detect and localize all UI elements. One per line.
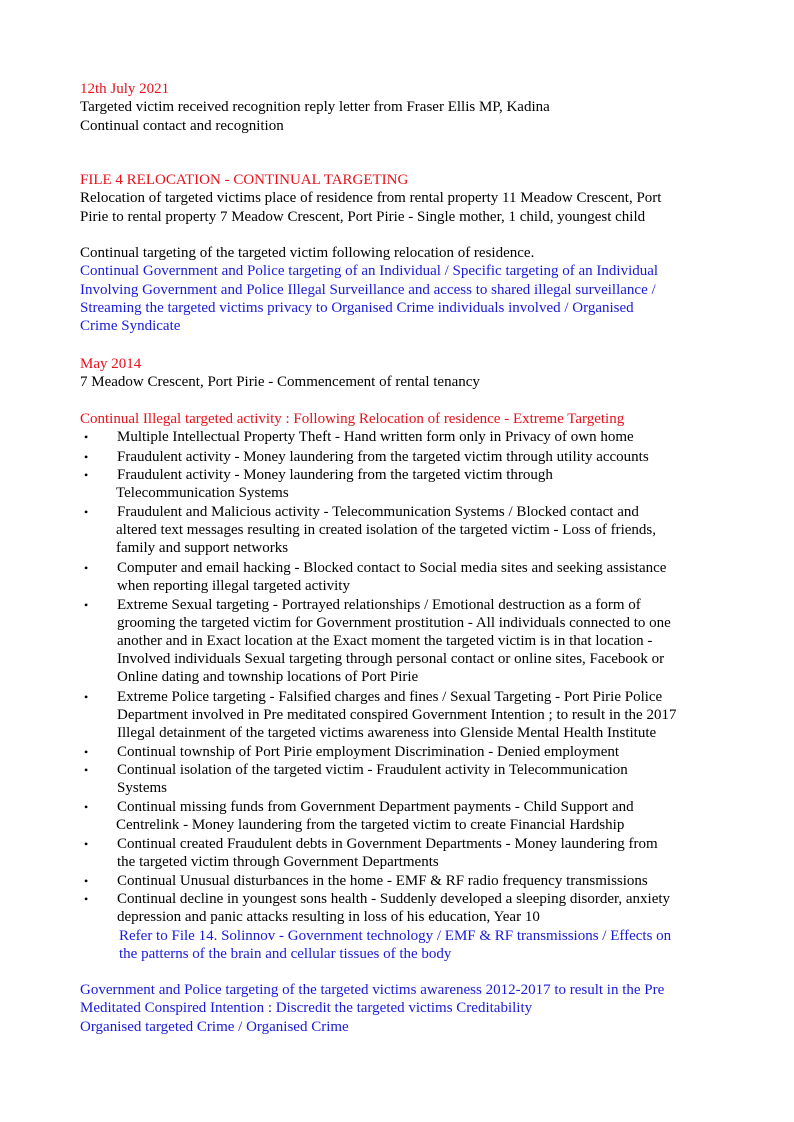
entry-date: 12th July 2021 (80, 81, 170, 97)
bullet: • (84, 800, 89, 814)
item-line: altered text messages resulting in created isolation of the targeted victim - Loss of friends, (116, 522, 656, 538)
item-line: Computer and email hacking - Blocked contact to Social media sites and seeking assistance (117, 560, 667, 576)
entry-line: Targeted victim received recognition reply letter from Fraser Ellis MP, Kadina (80, 99, 550, 116)
item-line: Continual township of Port Pirie employment Discrimination - Denied employment (117, 744, 620, 760)
reference-line: Refer to File 14. Solinnov - Government technology / EMF & RF transmissions / Effects on (119, 928, 672, 944)
item-line: Online dating and township locations of Port Pirie (117, 669, 419, 685)
item-line: the targeted victim through Government Departments (117, 854, 439, 870)
entry-july-2021 (80, 80, 720, 135)
activity-heading: Continual Illegal targeted activity : Following Relocation of residence - Extreme Targeting (80, 411, 625, 427)
item-line: Continual Unusual disturbances in the home - EMF & RF radio frequency transmissions (117, 873, 648, 889)
item-line: Continual missing funds from Government Department payments - Child Support and (117, 799, 634, 815)
blue-line: Involving Government and Police Illegal Surveillance and access to shared illegal surveillance / (80, 281, 656, 298)
blue-line: Continual Government and Police targeting of an Individual / Specific targeting of an Individual (80, 263, 659, 280)
item-line: Fraudulent and Malicious activity - Telecommunication Systems / Blocked contact and (117, 504, 639, 520)
bullet: • (84, 598, 89, 612)
entry-line: Continual contact and recognition (80, 117, 284, 134)
closing-line: Government and Police targeting of the targeted victims awareness 2012-2017 to result in the Pre (80, 982, 665, 998)
entry-may-2014 (80, 355, 720, 392)
activity-section (80, 410, 720, 428)
item-line: grooming the targeted victim for Government prostitution - All individuals connected to one (117, 615, 671, 631)
bullet: • (84, 505, 89, 519)
bullet: • (84, 874, 89, 888)
item-line: when reporting illegal targeted activity (117, 578, 350, 594)
item-line: depression and panic attacks resulting in loss of his education, Year 10 (117, 909, 540, 925)
bullet: • (84, 745, 89, 759)
bullet: • (84, 468, 89, 482)
closing-line: Organised targeted Crime / Organised Crime (80, 1018, 349, 1035)
file4-line: Relocation of targeted victims place of residence from rental property 11 Meadow Crescent, Port (80, 190, 662, 207)
blue-line: Crime Syndicate (80, 318, 181, 335)
entry-line: 7 Meadow Crescent, Port Pirie - Commencement of rental tenancy (80, 374, 480, 391)
continual-line: Continual targeting of the targeted victim following relocation of residence. (80, 245, 535, 261)
reference-line: the patterns of the brain and cellular tissues of the body (119, 946, 452, 962)
closing-line: Meditated Conspired Intention : Discredit the targeted victims Creditability (80, 1000, 533, 1017)
item-line: Illegal detainment of the targeted victims awareness into Glenside Mental Health Institute (117, 725, 657, 741)
entry-date: May 2014 (80, 356, 142, 372)
item-line: Continual decline in youngest sons health - Suddenly developed a sleeping disorder, anxiety (117, 891, 671, 907)
item-line: Extreme Sexual targeting - Portrayed relationships / Emotional destruction as a form of (117, 597, 641, 613)
item-line: Extreme Police targeting - Falsified charges and fines / Sexual Targeting - Port Pirie Police (117, 689, 663, 705)
file4-continual (80, 244, 720, 335)
closing-section (80, 981, 720, 1036)
item-line: Continual created Fraudulent debts in Government Departments - Money laundering from (117, 836, 658, 852)
bullet: • (84, 690, 89, 704)
item-line: Fraudulent activity - Money laundering from the targeted victim through utility accounts (117, 449, 649, 465)
bullet: • (84, 763, 89, 777)
bullet: • (84, 837, 89, 851)
item-line: Continual isolation of the targeted victim - Fraudulent activity in Telecommunication (117, 762, 628, 778)
item-line: Department involved in Pre meditated conspired Government Intention ; to result in the 2017 (117, 707, 677, 723)
item-line: family and support networks (116, 540, 289, 556)
item-line: Fraudulent activity - Money laundering from the targeted victim through (117, 467, 553, 483)
bullet: • (84, 561, 89, 575)
bullet: • (84, 892, 89, 906)
item-line: Centrelink - Money laundering from the targeted victim to create Financial Hardship (116, 817, 625, 833)
item-line: Telecommunication Systems (116, 485, 289, 501)
bullet: • (84, 450, 89, 464)
blue-line: Streaming the targeted victims privacy to Organised Crime individuals involved / Organised (80, 299, 634, 316)
item-line: another and in Exact location at the Exact moment the targeted victim is in that location - (117, 633, 653, 649)
file4-section (80, 171, 720, 226)
item-line: Involved individuals Sexual targeting through personal contact or online sites, Facebook or (117, 651, 665, 667)
bullet: • (84, 430, 89, 444)
item-line: Systems (117, 780, 168, 796)
item-line: Multiple Intellectual Property Theft - Hand written form only in Privacy of own home (117, 429, 634, 445)
file4-heading: FILE 4 RELOCATION - CONTINUAL TARGETING (80, 172, 409, 188)
file4-line: Pirie to rental property 7 Meadow Crescent, Port Pirie - Single mother, 1 child, youngest child (80, 208, 646, 225)
